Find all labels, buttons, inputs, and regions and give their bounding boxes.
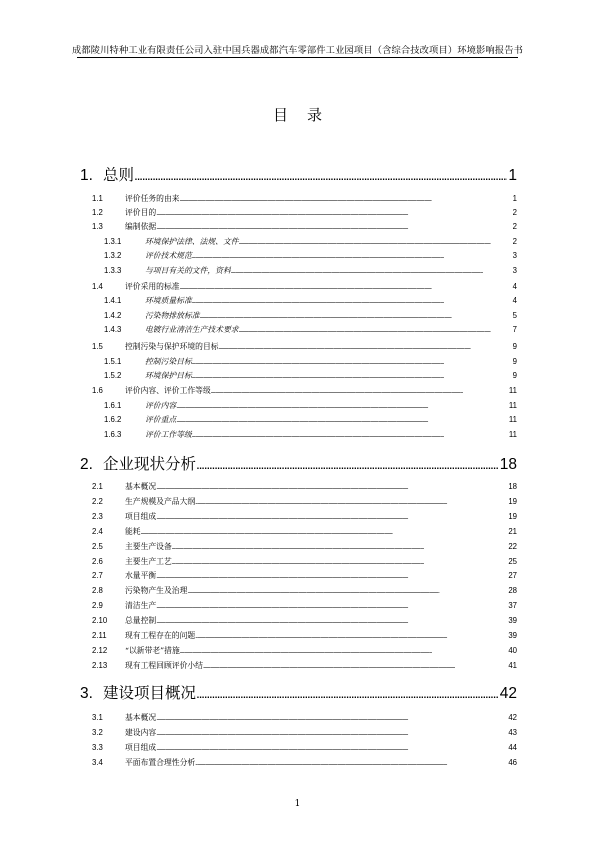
toc-dot-leader: [192, 371, 513, 380]
toc-entry-number: 1.: [80, 167, 93, 184]
toc-entry-label: 企业现状分析: [103, 456, 197, 473]
toc-section[interactable]: [92, 615, 517, 628]
toc-dot-leader: [156, 713, 508, 722]
toc-entry-number: 1.6.1: [104, 401, 122, 410]
toc-entry-label: 控制污染目标: [145, 357, 192, 366]
toc-dot-leader: [187, 586, 508, 595]
toc-entry-page: 19: [508, 497, 517, 506]
toc-entry-page: 42: [508, 713, 517, 722]
toc-section[interactable]: [92, 281, 517, 294]
toc-entry-number: 2.5: [92, 542, 103, 551]
toc-entry-page: 2: [512, 222, 517, 231]
toc-entry-number: 1.5.1: [104, 357, 122, 366]
toc-entry-label: 污染物产生及治理: [125, 586, 188, 595]
toc-entry-label: 评价内容: [145, 401, 177, 410]
toc-entry-label: 平面布置合理性分析: [125, 758, 196, 767]
toc-entry-label: 评价技术规范: [145, 251, 192, 260]
toc-entry-page: 9: [512, 357, 517, 366]
toc-section[interactable]: [92, 757, 517, 770]
toc-entry-page: 3: [512, 251, 517, 260]
toc-subsection[interactable]: [104, 324, 517, 337]
toc-dot-leader: [192, 430, 509, 439]
toc-dot-leader: [200, 311, 513, 320]
toc-entry-number: 2.3: [92, 512, 103, 521]
toc-entry-page: 39: [508, 616, 517, 625]
toc-dot-leader: [156, 728, 508, 737]
toc-entry-number: 1.6.2: [104, 415, 122, 424]
toc-entry-number: 2.11: [92, 631, 107, 640]
toc-entry-number: 1.4.3: [104, 325, 122, 334]
toc-section[interactable]: [92, 221, 517, 234]
toc-entry-page: 18: [499, 456, 517, 473]
toc-entry-page: 43: [508, 728, 517, 737]
toc-entry-number: 3.1: [92, 713, 103, 722]
toc-entry-label: 环境保护目标: [145, 371, 192, 380]
toc-dot-leader: [156, 601, 508, 610]
toc-entry-number: 3.2: [92, 728, 103, 737]
toc-entry-page: 1: [512, 194, 517, 203]
toc-entry-label: 编制依据: [125, 222, 157, 231]
toc-subsection[interactable]: [104, 250, 517, 263]
toc-entry-label: 评价内容、评价工作等级: [125, 386, 211, 395]
toc-dot-leader: [196, 456, 499, 474]
toc-entry-page: 5: [512, 311, 517, 320]
toc-entry-label: 现有工程回顾评价小结: [125, 661, 203, 670]
toc-section[interactable]: [92, 727, 517, 740]
toc-section[interactable]: [92, 496, 517, 509]
toc-entry-page: 46: [508, 758, 517, 767]
toc-section[interactable]: [92, 600, 517, 613]
toc-entry-number: 2.13: [92, 661, 108, 670]
toc-entry-label: 总则: [103, 167, 135, 184]
toc-entry-page: 40: [508, 646, 517, 655]
toc-entry-label: 评价采用的标准: [125, 282, 180, 291]
toc-entry-page: 7: [512, 325, 517, 334]
toc-section[interactable]: [92, 526, 517, 539]
toc-entry-page: 22: [508, 542, 517, 551]
toc-entry-label: 现有工程存在的问题: [125, 631, 196, 640]
toc-entry-number: 2.9: [92, 601, 103, 610]
toc-entry-number: 2.7: [92, 571, 103, 580]
toc-entry-number: 1.2: [92, 208, 103, 217]
toc-entry-page: 9: [512, 342, 517, 351]
toc-section[interactable]: [92, 511, 517, 524]
toc-dot-leader: [211, 386, 509, 395]
toc-entry-page: 11: [508, 401, 517, 410]
toc-section[interactable]: [92, 742, 517, 755]
toc-entry-label: 生产规模及产品大纲: [125, 497, 196, 506]
toc-subsection[interactable]: [104, 400, 517, 413]
toc-entry-number: 2.: [80, 456, 93, 473]
toc-entry-label: 主要生产工艺: [125, 557, 172, 566]
toc-dot-leader: [196, 685, 499, 703]
toc-section[interactable]: [92, 541, 517, 554]
toc-entry-page: 27: [508, 571, 517, 580]
toc-entry-label: 清洁生产: [125, 601, 157, 610]
toc-dot-leader: [192, 357, 513, 366]
toc-dot-leader: [156, 571, 508, 580]
toc-dot-leader: [156, 222, 512, 231]
toc-entry-number: 1.4: [92, 282, 103, 291]
toc-entry-label: 与项目有关的文件，资料: [145, 266, 231, 275]
toc-chapter[interactable]: [80, 452, 517, 474]
toc-dot-leader: [156, 208, 512, 217]
toc-section[interactable]: [92, 585, 517, 598]
toc-entry-number: 1.3.2: [104, 251, 122, 260]
toc-dot-leader: [203, 661, 508, 670]
toc-section[interactable]: [92, 481, 517, 494]
toc-subsection[interactable]: [104, 236, 517, 249]
toc-entry-label: 建设项目概况: [103, 685, 197, 702]
toc-entry-label: 环境质量标准: [145, 296, 192, 305]
toc-section[interactable]: [92, 660, 517, 673]
toc-dot-leader: [195, 497, 508, 506]
toc-entry-page: 44: [508, 743, 517, 752]
toc-entry-label: 评价任务的由来: [125, 194, 180, 203]
toc-entry-page: 25: [508, 557, 517, 566]
toc-entry-number: 2.8: [92, 586, 103, 595]
toc-entry-number: 1.4.2: [104, 311, 122, 320]
toc-entry-page: 2: [512, 237, 517, 246]
toc-entry-label: 环境保护法律、法规、文件: [145, 237, 239, 246]
toc-entry-label: 总量控制: [125, 616, 157, 625]
toc-entry-page: 41: [508, 661, 517, 670]
toc-entry-page: 11: [508, 415, 517, 424]
header-title: 成都陵川特种工业有限责任公司入驻中国兵器成都汽车零部件工业园项目（含综合技改项目）环境影响报告书: [71, 45, 524, 56]
toc-dot-leader: [180, 194, 513, 203]
toc-entry-number: 2.10: [92, 616, 108, 625]
toc-entry-label: “以新带老”措施: [125, 646, 180, 655]
toc-entry-page: 37: [508, 601, 517, 610]
toc-entry-page: 2: [512, 208, 517, 217]
toc-section[interactable]: [92, 556, 517, 569]
toc-dot-leader: [156, 512, 508, 521]
toc-subsection[interactable]: [104, 310, 517, 323]
toc-section[interactable]: [92, 630, 517, 643]
toc-entry-number: 1.3.3: [104, 266, 122, 275]
toc-dot-leader: [156, 616, 508, 625]
toc-subsection[interactable]: [104, 265, 517, 278]
toc-entry-number: 2.1: [92, 482, 103, 491]
toc-entry-page: 21: [508, 527, 517, 536]
toc-entry-number: 2.2: [92, 497, 103, 506]
toc-entry-page: 18: [508, 482, 517, 491]
toc-dot-leader: [176, 401, 509, 410]
toc-entry-number: 2.4: [92, 527, 103, 536]
toc-dot-leader: [180, 646, 509, 655]
toc-subsection[interactable]: [104, 370, 517, 383]
toc-entry-label: 主要生产设备: [125, 542, 172, 551]
toc-entry-number: 1.5.2: [104, 371, 122, 380]
toc-entry-number: 3.3: [92, 743, 103, 752]
toc-dot-leader: [192, 251, 513, 260]
toc-entry-number: 1.4.1: [104, 296, 122, 305]
toc-entry-label: 污染物排放标准: [145, 311, 200, 320]
toc-chapter[interactable]: [80, 681, 517, 703]
toc-section[interactable]: [92, 712, 517, 725]
toc-entry-label: 评价重点: [145, 415, 177, 424]
toc-entry-label: 项目组成: [125, 512, 157, 521]
toc-entry-label: 水量平衡: [125, 571, 157, 580]
toc-dot-leader: [219, 342, 513, 351]
toc-entry-page: 9: [512, 371, 517, 380]
toc-section[interactable]: [92, 193, 517, 206]
toc-dot-leader: [195, 631, 508, 640]
toc-entry-number: 1.1: [92, 194, 103, 203]
header-divider: [77, 57, 518, 58]
toc-entry-page: 4: [512, 282, 517, 291]
toc-subsection[interactable]: [104, 414, 517, 427]
toc-entry-number: 2.6: [92, 557, 103, 566]
toc-subsection[interactable]: [104, 429, 517, 442]
toc-dot-leader: [192, 296, 513, 305]
toc-entry-page: 39: [508, 631, 517, 640]
toc-entry-number: 1.3: [92, 222, 103, 231]
toc-dot-leader: [172, 542, 509, 551]
toc-dot-leader: [156, 482, 508, 491]
toc-dot-leader: [156, 743, 508, 752]
toc-entry-page: 19: [508, 512, 517, 521]
toc-dot-leader: [134, 167, 507, 185]
toc-entry-page: 28: [508, 586, 517, 595]
toc-entry-number: 3.4: [92, 758, 103, 767]
toc-entry-number: 2.12: [92, 646, 108, 655]
toc-dot-leader: [176, 415, 509, 424]
toc-entry-page: 42: [499, 685, 517, 702]
toc-section[interactable]: [92, 341, 517, 354]
page-number: 1: [294, 799, 301, 809]
toc-entry-label: 项目组成: [125, 743, 157, 752]
toc-entry-label: 建设内容: [125, 728, 157, 737]
toc-entry-page: 4: [512, 296, 517, 305]
toc-entry-number: 3.: [80, 685, 93, 702]
toc-entry-page: 3: [512, 266, 517, 275]
toc-dot-leader: [172, 557, 509, 566]
toc-section[interactable]: [92, 385, 517, 398]
toc-dot-leader: [231, 266, 513, 275]
toc-entry-page: 11: [508, 386, 517, 395]
toc-entry-label: 基本概况: [125, 713, 157, 722]
toc-entry-page: 1: [508, 167, 517, 184]
toc-title: 目 录: [272, 106, 323, 124]
toc-entry-label: 能耗: [125, 527, 141, 536]
toc-entry-label: 电镀行业清洁生产技术要求: [145, 325, 239, 334]
toc-chapter[interactable]: [80, 163, 517, 185]
toc-dot-leader: [195, 758, 508, 767]
toc-entry-number: 1.6.3: [104, 430, 122, 439]
toc-entry-label: 基本概况: [125, 482, 157, 491]
toc-dot-leader: [180, 282, 513, 291]
toc-section[interactable]: [92, 570, 517, 583]
toc-section[interactable]: [92, 645, 517, 658]
toc-entry-label: 评价目的: [125, 208, 157, 217]
toc-entry-number: 1.5: [92, 342, 103, 351]
toc-dot-leader: [239, 237, 513, 246]
toc-dot-leader: [239, 325, 513, 334]
toc-subsection[interactable]: [104, 295, 517, 308]
toc-entry-label: 评价工作等级: [145, 430, 192, 439]
toc-entry-number: 1.3.1: [104, 237, 122, 246]
toc-section[interactable]: [92, 207, 517, 220]
toc-entry-page: 11: [508, 430, 517, 439]
toc-subsection[interactable]: [104, 356, 517, 369]
toc-dot-leader: [141, 527, 509, 536]
toc-entry-number: 1.6: [92, 386, 103, 395]
toc-entry-label: 控制污染与保护环境的目标: [125, 342, 219, 351]
